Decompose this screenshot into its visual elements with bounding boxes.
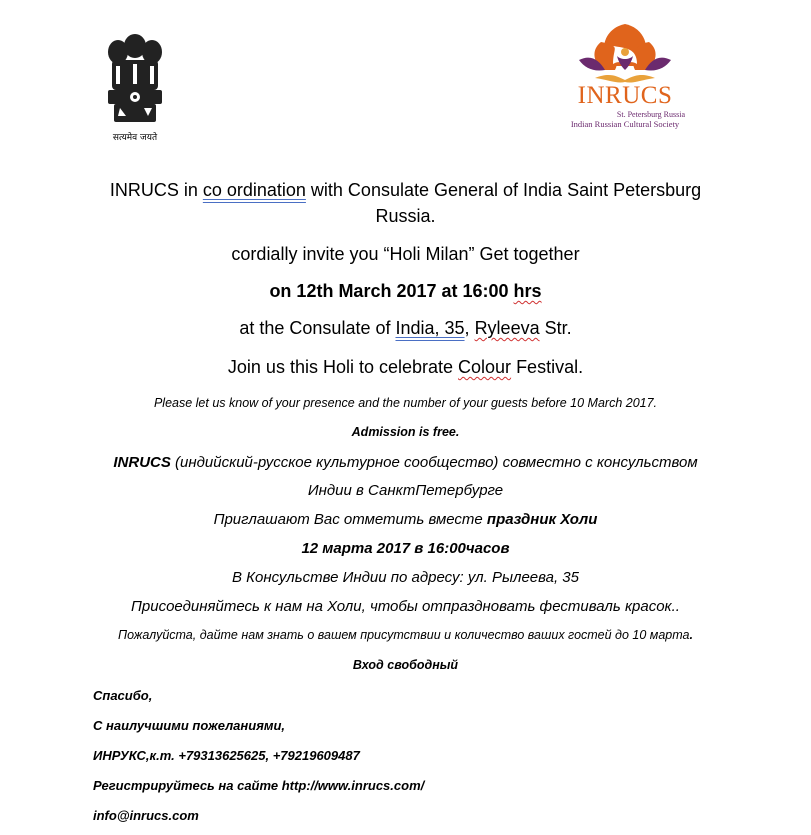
russian-line-join: Присоединяйтесь к нам на Холи, чтобы отпраздновать фестиваль красок.. xyxy=(131,598,680,615)
text-segment: with Consulate General of India Saint Petersburg xyxy=(305,180,702,200)
text-segment: Festival. xyxy=(511,357,584,377)
emblem-motto: सत्यमेव जयते xyxy=(112,133,158,143)
emblem-of-india xyxy=(100,30,170,150)
footer-email-link[interactable]: info@inrucs.com xyxy=(93,808,199,823)
footer-contacts: ИНРУКС,к.т. +79313625625, +79219609487 xyxy=(93,748,360,763)
english-line-admission: Admission is free. xyxy=(351,425,460,439)
text-segment-spellcheck: hrs xyxy=(513,281,542,301)
text-segment-underlined: India, 35 xyxy=(395,318,465,338)
english-line-join xyxy=(0,357,811,378)
english-line-2: Russia. xyxy=(375,206,436,226)
inrucs-society: Indian Russian Cultural Society xyxy=(570,119,680,129)
text-segment-spellcheck: Ryleeva xyxy=(474,318,540,338)
text-segment-underlined: co ordination xyxy=(202,180,306,200)
russian-line-date: 12 марта 2017 в 16:00часов xyxy=(301,540,510,557)
text-segment-spellcheck: Colour xyxy=(458,357,512,377)
russian-line-invite xyxy=(0,511,811,528)
footer-thanks: Спасибо, xyxy=(93,688,153,703)
text-segment: (индийский-русское культурное сообщество) совместно с консульством xyxy=(170,454,698,471)
inrucs-wordmark: INRUCS xyxy=(577,82,673,109)
text-segment: at the Consulate of xyxy=(239,318,396,338)
inrucs-city: St. Petersburg Russia xyxy=(616,110,685,119)
text-segment: on 12th March 2017 at 16:00 xyxy=(269,281,514,301)
english-line-1 xyxy=(0,180,811,201)
footer-register-link[interactable]: Регистрируйтесь на сайте http://www.inrucs.com/ xyxy=(93,778,425,793)
english-line-rsvp: Please let us know of your presence and the number of your guests before 10 March 2017. xyxy=(153,396,658,410)
russian-line-admission: Вход свободный xyxy=(352,658,459,672)
text-segment-bold: . xyxy=(689,628,693,642)
text-segment: Join us this Holi to celebrate xyxy=(227,357,459,377)
text-segment-bold: INRUCS xyxy=(113,454,171,471)
russian-line-rsvp xyxy=(0,628,811,642)
russian-line-2: Индии в СанктПетербурге xyxy=(307,482,504,499)
english-line-invite: cordially invite you “Holi Milan” Get together xyxy=(231,244,580,264)
text-segment: , xyxy=(464,318,475,338)
text-segment: INRUCS in xyxy=(109,180,203,200)
english-line-venue xyxy=(0,318,811,339)
footer-regards: С наилучшими пожеланиями, xyxy=(93,718,286,733)
english-line-date xyxy=(0,281,811,302)
russian-line-venue: В Консульстве Индии по адресу: ул. Рылеева, 35 xyxy=(231,569,579,586)
inrucs-logo xyxy=(565,20,685,135)
text-segment: Str. xyxy=(539,318,572,338)
text-segment: Приглашают Вас отметить вместе xyxy=(213,511,487,528)
lion-capital-icon xyxy=(100,30,170,130)
text-segment: Пожалуйста, дайте нам знать о вашем присутствии и количество ваших гостей до 10 марта xyxy=(118,628,690,642)
russian-line-1 xyxy=(0,454,811,471)
text-segment-bold: праздник Холи xyxy=(486,511,598,528)
lotus-icon xyxy=(565,20,685,86)
